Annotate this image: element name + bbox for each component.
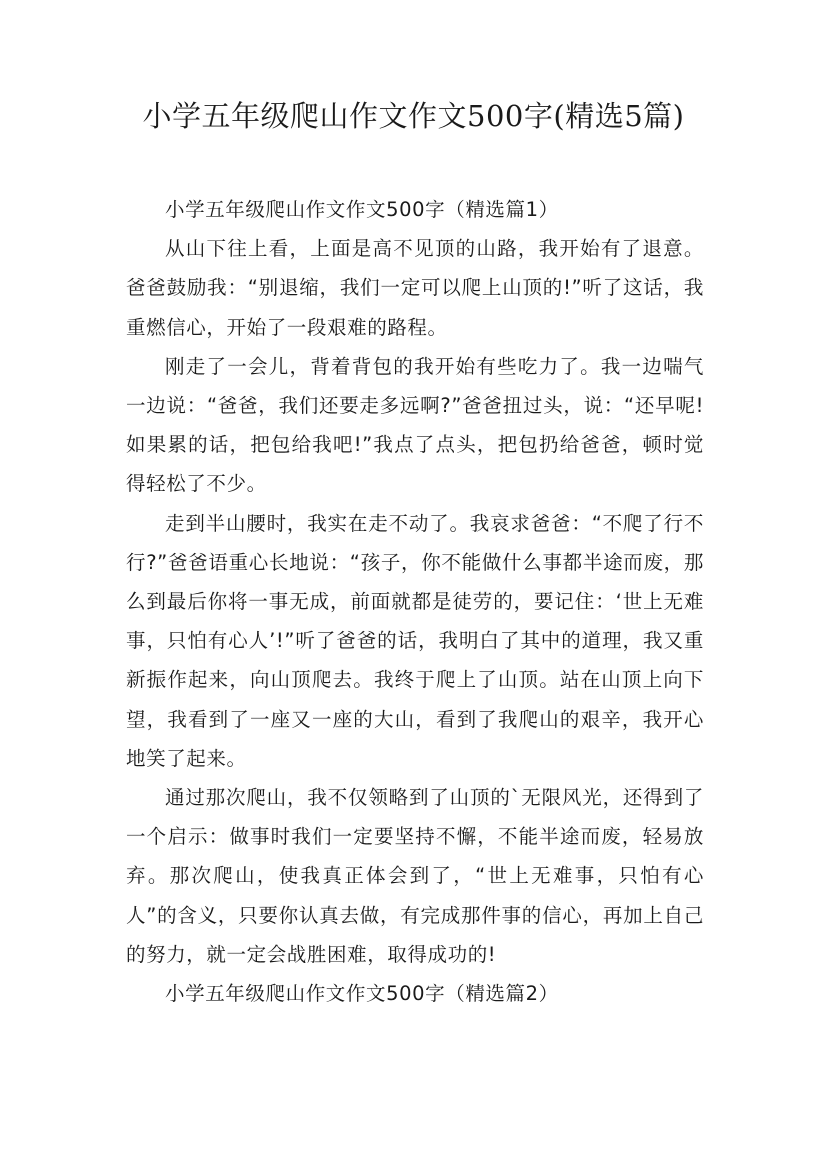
paragraph-4: 通过那次爬山，我不仅领略到了山顶的`无限风光，还得到了一个启示：做事时我们一定要坚持不懈，不能半途而废，轻易放弃。那次爬山，使我真正体会到了，“世上无难事，只怕有心人”的含义，只要你认真去做，有完成那件事的信心，再加上自己的努力，就一定会战胜困难，取得成功的! — [126, 786, 704, 966]
paragraph-1: 从山下往上看，上面是高不见顶的山路，我开始有了退意。爸爸鼓励我：“别退缩，我们一定可以爬上山顶的!”听了这话，我重燃信心，开始了一段艰难的路程。 — [126, 237, 704, 339]
document-body — [126, 190, 704, 1013]
paragraph-2: 刚走了一会儿，背着背包的我开始有些吃力了。我一边喘气一边说：“爸爸，我们还要走多远啊?”爸爸扭过头，说：“还早呢!如果累的话，把包给我吧!”我点了点头，把包扔给爸爸，顿时觉得轻松了不少。 — [126, 354, 704, 496]
paragraph-3: 走到半山腰时，我实在走不动了。我哀求爸爸：“不爬了行不行?”爸爸语重心长地说：“孩子，你不能做什么事都半途而废，那么到最后你将一事无成，前面就都是徒劳的，要记住：‘世上无难事，只怕有心人’!”听了爸爸的话，我明白了其中的道理，我又重新振作起来，向山顶爬去。我终于爬上了山顶。站在山顶上向下望，我看到了一座又一座的大山，看到了我爬山的艰辛，我开心地笑了起来。 — [126, 511, 704, 770]
section-heading-1: 小学五年级爬山作文作文500字（精选篇1） — [165, 198, 559, 221]
document-title: 小学五年级爬山作文作文500字(精选5篇) — [142, 99, 685, 133]
section-heading-2: 小学五年级爬山作文作文500字（精选篇2） — [165, 982, 559, 1006]
